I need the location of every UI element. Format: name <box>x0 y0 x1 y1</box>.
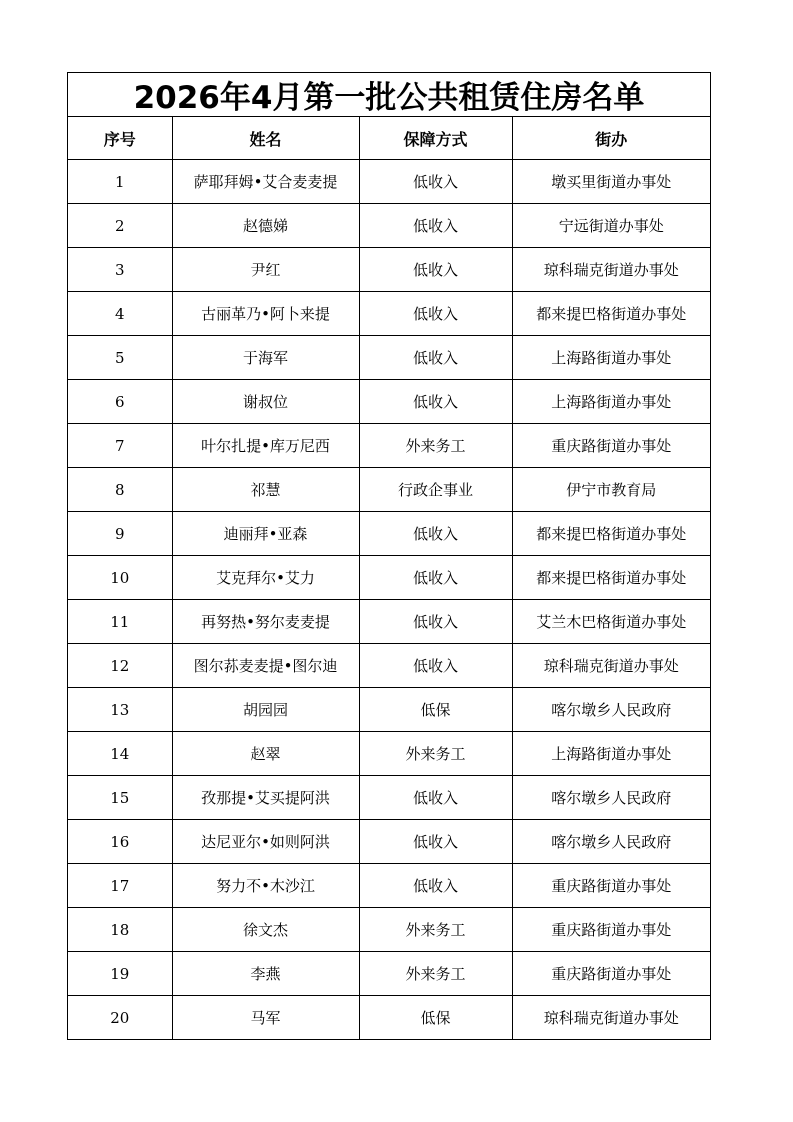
cell-office: 墩买里街道办事处 <box>512 160 710 204</box>
cell-index: 13 <box>68 688 172 732</box>
cell-type: 行政企事业 <box>359 468 512 512</box>
cell-type: 低收入 <box>359 600 512 644</box>
cell-name: 谢叔位 <box>172 380 359 424</box>
table-row <box>68 556 710 600</box>
cell-name: 赵德娣 <box>172 204 359 248</box>
cell-office: 喀尔墩乡人民政府 <box>512 820 710 864</box>
column-header-office: 街办 <box>512 117 710 160</box>
table-row <box>68 644 710 688</box>
cell-office: 琼科瑞克街道办事处 <box>543 1009 679 1027</box>
cell-office: 喀尔墩乡人民政府 <box>512 688 710 732</box>
cell-office: 上海路街道办事处 <box>512 380 710 424</box>
column-header-index: 序号 <box>68 117 172 160</box>
cell-office: 上海路街道办事处 <box>512 732 710 776</box>
cell-office: 琼科瑞克街道办事处 <box>512 644 710 688</box>
column-header-name: 姓名 <box>172 117 359 160</box>
cell-office: 都来提巴格街道办事处 <box>512 292 710 336</box>
cell-name: 胡园园 <box>172 688 359 732</box>
table-row <box>68 204 710 248</box>
cell-name: 再努热•努尔麦麦提 <box>172 600 359 644</box>
table-header-row <box>68 117 710 160</box>
cell-office: 都来提巴格街道办事处 <box>512 512 710 556</box>
cell-type: 外来务工 <box>359 908 512 952</box>
cell-type: 低收入 <box>359 204 512 248</box>
cell-type: 外来务工 <box>359 732 512 776</box>
cell-index: 16 <box>68 820 172 864</box>
cell-office: 都来提巴格街道办事处 <box>512 556 710 600</box>
cell-name: 萨耶拜姆•艾合麦麦提 <box>172 160 359 204</box>
cell-type: 低收入 <box>359 292 512 336</box>
cell-office: 重庆路街道办事处 <box>512 908 710 952</box>
table-row <box>68 424 710 468</box>
cell-index: 18 <box>68 908 172 952</box>
table-row <box>68 600 710 644</box>
cell-name: 艾克拜尔•艾力 <box>172 556 359 600</box>
cell-office: 宁远街道办事处 <box>512 204 710 248</box>
table-row <box>68 248 710 292</box>
cell-index: 4 <box>68 292 172 336</box>
table-row <box>68 732 710 776</box>
cell-name: 达尼亚尔•如则阿洪 <box>172 820 359 864</box>
cell-index: 10 <box>68 556 172 600</box>
table-row <box>68 996 710 1040</box>
cell-type: 低收入 <box>359 380 512 424</box>
cell-index: 20 <box>68 996 172 1040</box>
cell-index: 9 <box>68 512 172 556</box>
cell-office: 重庆路街道办事处 <box>512 952 710 996</box>
table-row <box>68 820 710 864</box>
cell-name: 尹红 <box>172 248 359 292</box>
cell-index: 6 <box>68 380 172 424</box>
cell-type: 低收入 <box>359 160 512 204</box>
cell-name: 马军 <box>172 996 359 1040</box>
cell-index: 8 <box>68 468 172 512</box>
cell-type: 低保 <box>359 996 512 1040</box>
table-row <box>68 512 710 556</box>
cell-name: 祁慧 <box>172 468 359 512</box>
cell-office: 艾兰木巴格街道办事处 <box>512 600 710 644</box>
table-row <box>68 468 710 512</box>
table-row <box>68 864 710 908</box>
cell-index: 2 <box>68 204 172 248</box>
table-row <box>68 952 710 996</box>
cell-index: 7 <box>68 424 172 468</box>
table-row <box>68 336 710 380</box>
cell-type: 低收入 <box>359 776 512 820</box>
roster-table <box>68 117 710 1039</box>
cell-name: 徐文杰 <box>172 908 359 952</box>
cell-index: 14 <box>68 732 172 776</box>
cell-type: 外来务工 <box>359 952 512 996</box>
roster-sheet <box>67 72 711 1040</box>
cell-office: 琼科瑞克街道办事处 <box>512 248 710 292</box>
cell-office: 伊宁市教育局 <box>512 468 710 512</box>
document-title: 2026年4月第一批公共租赁住房名单 <box>68 73 710 117</box>
table-row <box>68 292 710 336</box>
cell-name: 努力不•木沙江 <box>172 864 359 908</box>
table-row <box>68 160 710 204</box>
cell-type: 低收入 <box>359 336 512 380</box>
cell-office: 上海路街道办事处 <box>512 336 710 380</box>
cell-name: 叶尔扎提•库万尼西 <box>172 424 359 468</box>
cell-office: 重庆路街道办事处 <box>512 864 710 908</box>
column-header-type: 保障方式 <box>359 117 512 160</box>
cell-type: 低收入 <box>359 864 512 908</box>
cell-type: 低收入 <box>359 556 512 600</box>
cell-type: 低收入 <box>359 644 512 688</box>
table-row <box>68 908 710 952</box>
cell-name: 赵翠 <box>172 732 359 776</box>
cell-index: 17 <box>68 864 172 908</box>
table-row <box>68 776 710 820</box>
table-row <box>68 380 710 424</box>
cell-office: 重庆路街道办事处 <box>512 424 710 468</box>
cell-index: 1 <box>68 160 172 204</box>
cell-name: 于海军 <box>172 336 359 380</box>
cell-type: 低收入 <box>359 820 512 864</box>
cell-type: 外来务工 <box>359 424 512 468</box>
cell-index: 5 <box>68 336 172 380</box>
cell-name: 图尔荪麦麦提•图尔迪 <box>172 644 359 688</box>
cell-name: 孜那提•艾买提阿洪 <box>172 776 359 820</box>
cell-name: 迪丽拜•亚森 <box>172 512 359 556</box>
cell-type: 低收入 <box>359 248 512 292</box>
table-row <box>68 688 710 732</box>
cell-index: 11 <box>68 600 172 644</box>
cell-type: 低保 <box>359 688 512 732</box>
cell-index: 19 <box>68 952 172 996</box>
cell-name: 李燕 <box>172 952 359 996</box>
cell-name: 古丽革乃•阿卜来提 <box>172 292 359 336</box>
cell-index: 3 <box>68 248 172 292</box>
cell-type: 低收入 <box>359 512 512 556</box>
cell-office: 喀尔墩乡人民政府 <box>512 776 710 820</box>
cell-index: 15 <box>68 776 172 820</box>
cell-index: 12 <box>68 644 172 688</box>
